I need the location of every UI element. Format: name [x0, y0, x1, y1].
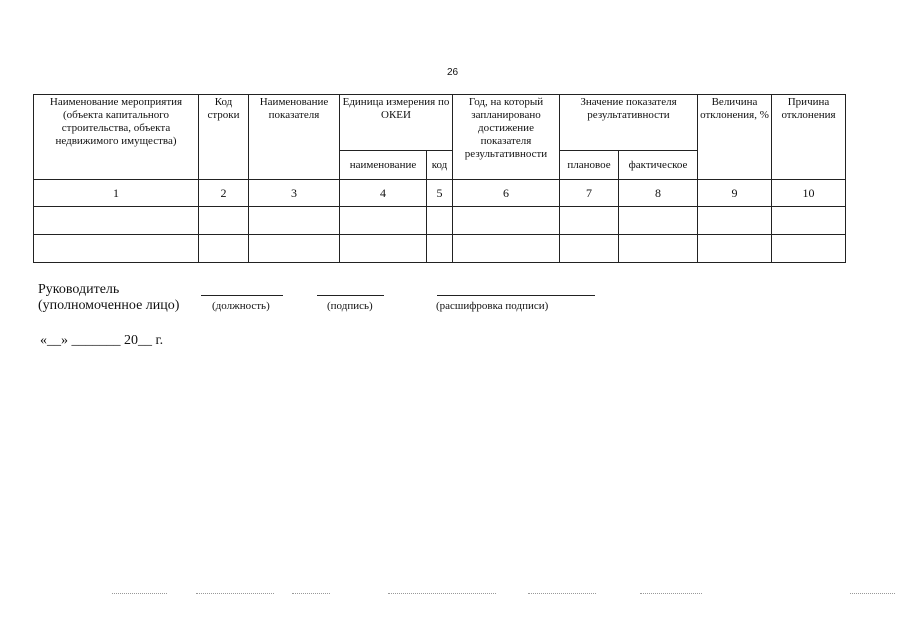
- column-number: 10: [772, 180, 846, 207]
- position-line[interactable]: [201, 295, 283, 296]
- column-number: 5: [427, 180, 453, 207]
- header-row-code: Код строки: [199, 95, 249, 180]
- empty-cell[interactable]: [453, 207, 560, 235]
- scan-artifact: [292, 593, 330, 594]
- scan-artifact: [388, 593, 496, 594]
- empty-cell[interactable]: [560, 235, 619, 263]
- empty-cell[interactable]: [427, 235, 453, 263]
- table-row: [34, 235, 846, 263]
- header-unit-code: код: [427, 151, 453, 180]
- empty-cell[interactable]: [698, 235, 772, 263]
- empty-cell[interactable]: [698, 207, 772, 235]
- column-number: 1: [34, 180, 199, 207]
- empty-cell[interactable]: [772, 235, 846, 263]
- empty-cell[interactable]: [453, 235, 560, 263]
- column-number: 8: [619, 180, 698, 207]
- column-number: 7: [560, 180, 619, 207]
- header-planned: плановое: [560, 151, 619, 180]
- header-reason: Причина отклонения: [772, 95, 846, 180]
- header-indicator-value: Значение показателя результативности: [560, 95, 698, 151]
- table-row: [34, 207, 846, 235]
- signature-caption: (подпись): [327, 300, 373, 312]
- empty-cell[interactable]: [427, 207, 453, 235]
- position-caption: (должность): [212, 300, 270, 312]
- head-label: Руководитель: [38, 282, 120, 297]
- empty-cell[interactable]: [772, 207, 846, 235]
- column-number: 2: [199, 180, 249, 207]
- decoding-line[interactable]: [437, 295, 595, 296]
- column-number: 3: [249, 180, 340, 207]
- scan-artifact: [112, 593, 167, 594]
- header-unit-name: наименование: [340, 151, 427, 180]
- header-unit-okei: Единица измерения по ОКЕИ: [340, 95, 453, 151]
- header-event-name: Наименование мероприятия (объекта капитального строительства, объекта недвижимого имущества): [34, 95, 199, 180]
- empty-cell[interactable]: [34, 235, 199, 263]
- empty-cell[interactable]: [619, 235, 698, 263]
- header-actual: фактическое: [619, 151, 698, 180]
- header-target-year: Год, на который запланировано достижение показателя результативности: [453, 95, 560, 180]
- header-deviation: Величина отклонения, %: [698, 95, 772, 180]
- column-number-row: [34, 180, 846, 207]
- empty-cell[interactable]: [34, 207, 199, 235]
- empty-cell[interactable]: [249, 207, 340, 235]
- indicator-table: [33, 94, 846, 263]
- date-line: «__» _______ 20__ г.: [40, 333, 164, 348]
- decoding-caption: (расшифровка подписи): [436, 300, 549, 312]
- header-indicator-name: Наименование показателя: [249, 95, 340, 180]
- empty-cell[interactable]: [199, 235, 249, 263]
- empty-cell[interactable]: [619, 207, 698, 235]
- scan-artifact: [196, 593, 274, 594]
- authorized-person-label: (уполномоченное лицо): [38, 298, 180, 313]
- empty-cell[interactable]: [249, 235, 340, 263]
- empty-cell[interactable]: [560, 207, 619, 235]
- empty-cell[interactable]: [340, 235, 427, 263]
- column-number: 9: [698, 180, 772, 207]
- scan-artifact: [640, 593, 702, 594]
- empty-cell[interactable]: [340, 207, 427, 235]
- empty-cell[interactable]: [199, 207, 249, 235]
- page-number: 26: [446, 67, 459, 78]
- column-number: 4: [340, 180, 427, 207]
- signature-line[interactable]: [317, 295, 384, 296]
- scan-artifact: [528, 593, 596, 594]
- scan-artifact: [850, 593, 895, 594]
- column-number: 6: [453, 180, 560, 207]
